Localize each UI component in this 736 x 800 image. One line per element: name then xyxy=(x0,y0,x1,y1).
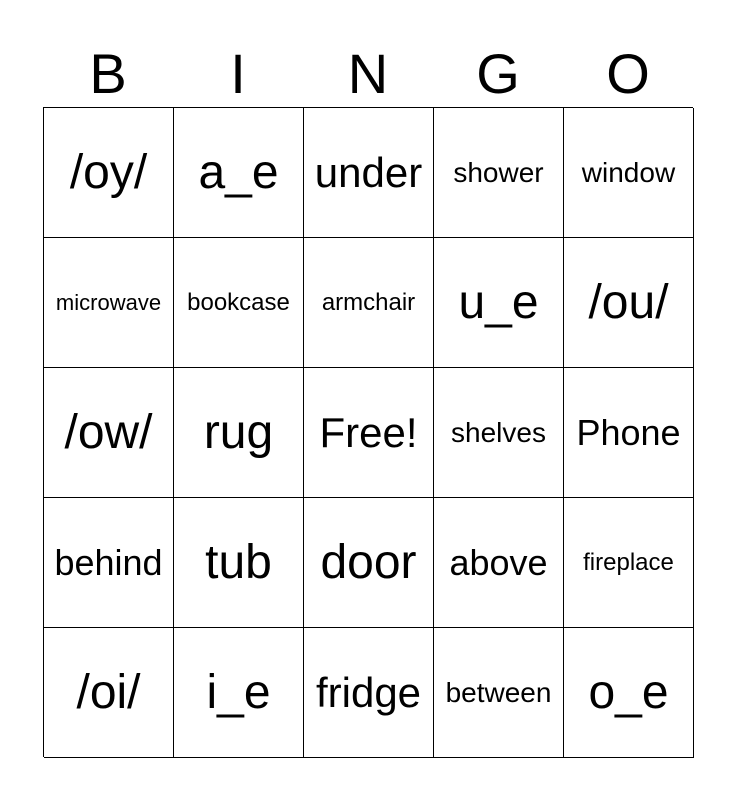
cell-label: under xyxy=(314,148,423,196)
cell-label: /ou/ xyxy=(588,276,669,329)
bingo-cell[interactable] xyxy=(44,498,174,628)
cell-label: i_e xyxy=(206,666,271,719)
bingo-cell[interactable] xyxy=(304,108,434,238)
cell-label: /oy/ xyxy=(69,146,148,199)
bingo-cell[interactable] xyxy=(564,108,694,238)
bingo-cell[interactable] xyxy=(564,628,694,758)
bingo-cell[interactable] xyxy=(304,628,434,758)
bingo-cell[interactable] xyxy=(44,628,174,758)
header-letter-o: O xyxy=(606,42,650,105)
cell-label: /ow/ xyxy=(64,406,153,459)
cell-label: bookcase xyxy=(187,288,290,316)
bingo-header xyxy=(43,40,693,108)
cell-label: microwave xyxy=(55,289,162,315)
cell-label: armchair xyxy=(321,288,416,316)
bingo-cell[interactable] xyxy=(564,498,694,628)
cell-label: u_e xyxy=(458,276,539,329)
header-letter-g: G xyxy=(476,42,520,105)
cell-label: between xyxy=(445,676,552,708)
cell-label: a_e xyxy=(198,146,279,199)
bingo-cell[interactable] xyxy=(564,238,694,368)
bingo-cell[interactable] xyxy=(44,238,174,368)
bingo-cell[interactable] xyxy=(434,498,564,628)
bingo-cell[interactable] xyxy=(174,628,304,758)
bingo-cell[interactable] xyxy=(174,238,304,368)
header-letter-b: B xyxy=(89,42,127,105)
cell-label: above xyxy=(449,541,548,583)
bingo-cell[interactable] xyxy=(564,368,694,498)
bingo-cell-free[interactable] xyxy=(304,368,434,498)
cell-label: window xyxy=(581,156,676,188)
cell-label: fridge xyxy=(315,668,422,716)
bingo-cell[interactable] xyxy=(434,238,564,368)
bingo-cell[interactable] xyxy=(304,498,434,628)
bingo-cell[interactable] xyxy=(174,368,304,498)
bingo-cell[interactable] xyxy=(434,628,564,758)
cell-label: o_e xyxy=(588,666,669,719)
bingo-cell[interactable] xyxy=(434,108,564,238)
bingo-cell[interactable] xyxy=(174,498,304,628)
bingo-board xyxy=(43,107,693,757)
cell-label: shelves xyxy=(451,416,546,448)
cell-label: /oi/ xyxy=(76,666,141,719)
cell-label: rug xyxy=(203,406,274,459)
cell-label: Phone xyxy=(576,411,681,453)
bingo-cell[interactable] xyxy=(174,108,304,238)
cell-label: behind xyxy=(54,541,163,583)
cell-label: shower xyxy=(453,156,544,188)
cell-label: door xyxy=(320,536,417,589)
header-letter-i: I xyxy=(230,42,246,105)
bingo-cell[interactable] xyxy=(44,368,174,498)
bingo-cell[interactable] xyxy=(44,108,174,238)
cell-label: tub xyxy=(205,536,272,589)
cell-label: Free! xyxy=(319,408,418,456)
cell-label: fireplace xyxy=(583,548,674,576)
bingo-cell[interactable] xyxy=(304,238,434,368)
bingo-cell[interactable] xyxy=(434,368,564,498)
header-letter-n: N xyxy=(347,42,389,105)
